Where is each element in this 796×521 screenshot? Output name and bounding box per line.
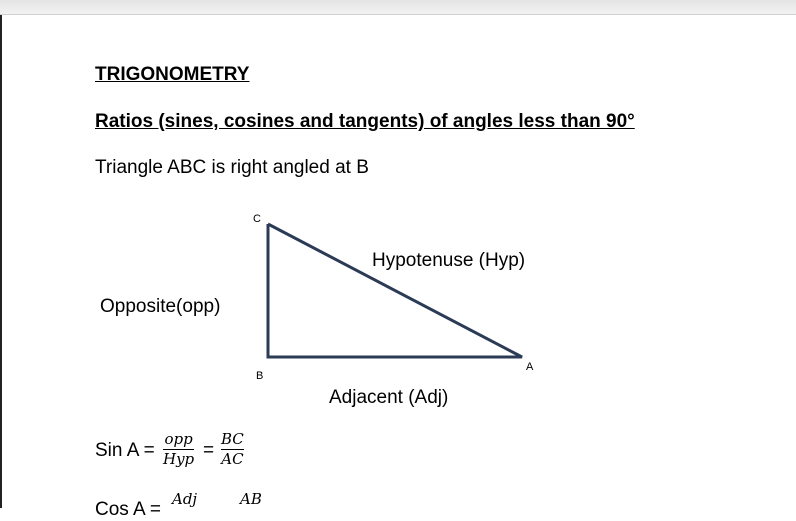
intro-text: Triangle ABC is right angled at B [95,157,369,178]
vertex-b-label: B [256,370,264,382]
sin-formula-equals: = [203,440,215,461]
sin-fraction-bc-ac [221,431,244,468]
hypotenuse-label: Hypotenuse (Hyp) [372,250,526,271]
sin-denominator-hyp: Hyp [163,450,195,468]
vertex-c-label: C [253,213,261,225]
page-title: TRIGONOMETRY [95,64,250,85]
opposite-label: Opposite(opp) [100,296,221,317]
cos-formula-lhs: Cos A = [95,499,162,520]
cos-numerator-adj: Adj [172,490,198,508]
adjacent-label: Adjacent (Adj) [329,387,449,408]
sin-numerator-opp: opp [164,430,193,448]
sin-numerator-bc: BC [221,430,244,448]
section-heading: Ratios (sines, cosines and tangents) of angles less than 90° [95,111,635,132]
triangle-abc [268,224,522,357]
vertex-a-label: A [526,361,534,373]
sin-denominator-ac: AC [221,450,244,468]
sin-fraction-opp-hyp [163,431,194,468]
cos-numerator-ab: AB [240,490,262,508]
sin-formula-lhs: Sin A = [95,440,155,461]
